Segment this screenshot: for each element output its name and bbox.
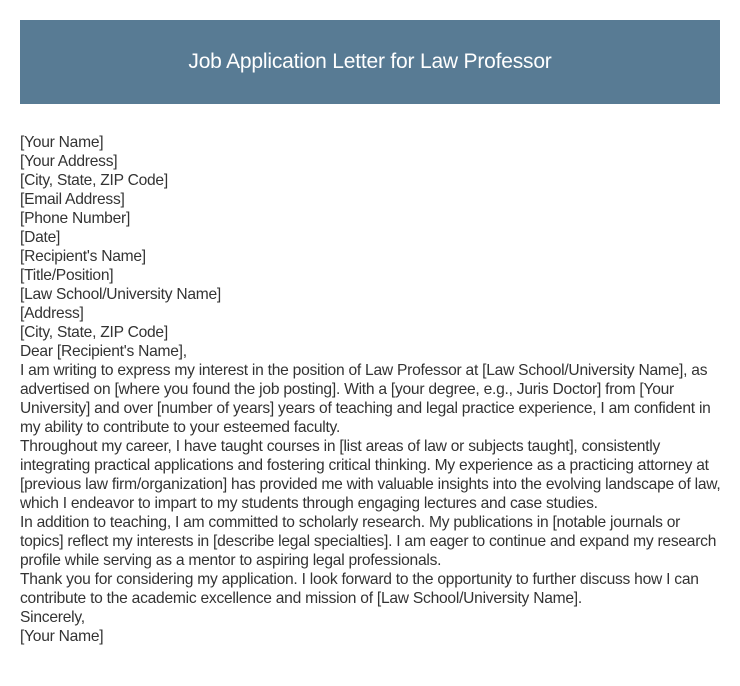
paragraph-experience: Throughout my career, I have taught courses in [list areas of law or subjects taught], consistently integrating practical applications and fostering critical thinking. My experience as a practicing attorney at [previous law firm/organization] has provided me with valuable insights into the evolving landscape of law, which I endeavor to impart to my students through engaging lectures and case studies. bbox=[20, 438, 721, 512]
paragraph-closing: Thank you for considering my application. I look forward to the opportunity to further discuss how I can contribute to the academic excellence and mission of [Law School/University Name]. bbox=[20, 571, 699, 607]
sender-phone: [Phone Number] bbox=[20, 210, 131, 227]
page-title: Job Application Letter for Law Professor bbox=[188, 50, 552, 73]
closing: Sincerely, bbox=[20, 609, 85, 626]
signature: [Your Name] bbox=[20, 628, 104, 645]
page-header bbox=[20, 20, 720, 104]
sender-address: [Your Address] bbox=[20, 153, 118, 170]
salutation: Dear [Recipient's Name], bbox=[20, 343, 187, 360]
sender-city-state-zip: [City, State, ZIP Code] bbox=[20, 172, 168, 189]
recipient-city-state-zip: [City, State, ZIP Code] bbox=[20, 324, 168, 341]
sender-email: [Email Address] bbox=[20, 191, 125, 208]
letter-body bbox=[20, 133, 726, 646]
recipient-address: [Address] bbox=[20, 305, 84, 322]
recipient-institution: [Law School/University Name] bbox=[20, 286, 221, 303]
letter-date: [Date] bbox=[20, 229, 61, 246]
paragraph-intro: I am writing to express my interest in the position of Law Professor at [Law School/University Name], as advertised on [where you found the job posting]. With a [your degree, e.g., Juris Doctor] from [Your University] and over [number of years] years of teaching and legal practice experience, I am confident in my ability to contribute to your esteemed faculty. bbox=[20, 362, 711, 436]
recipient-name: [Recipient's Name] bbox=[20, 248, 146, 265]
recipient-title: [Title/Position] bbox=[20, 267, 114, 284]
sender-name: [Your Name] bbox=[20, 134, 104, 151]
paragraph-research: In addition to teaching, I am committed to scholarly research. My publications in [notable journals or topics] reflect my interests in [describe legal specialties]. I am eager to continue and expand my research profile while serving as a mentor to aspiring legal professionals. bbox=[20, 514, 717, 569]
